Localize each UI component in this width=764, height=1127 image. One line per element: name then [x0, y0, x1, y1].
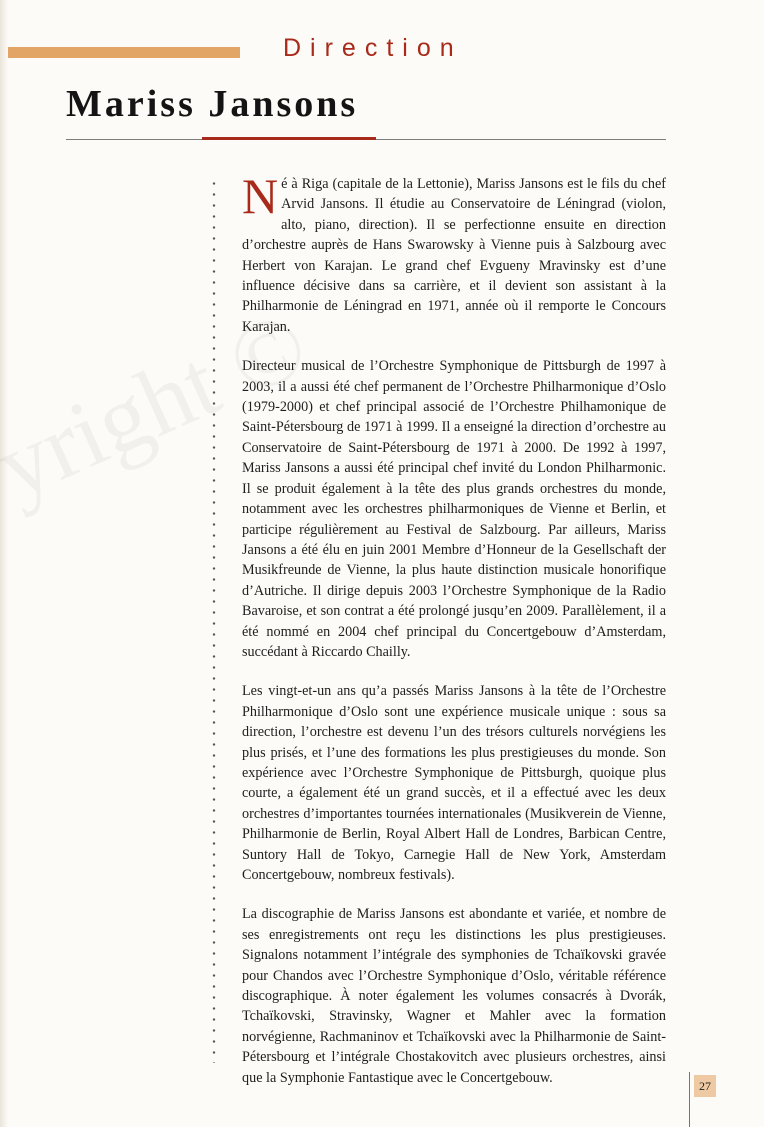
- header-accent-bar: [8, 47, 240, 58]
- page-number: 27: [694, 1075, 716, 1097]
- paragraph-2: Directeur musical de l’Orchestre Symphonique de Pittsburgh de 1997 à 2003, il a aussi été chef permanent de l’Orchestre Philharmonique d’Oslo (1979-2000) et chef principal associé de l’Orchestre Philhamonique de Saint-Pétersbourg de 1971 à 1999. Il a enseigné la direction d’orchestre au Conservatoire de Saint-Pétersbourg de 1971 à 2000. De 1992 à 1997, Mariss Jansons a aussi été principal chef invité du London Philharmonic. Il se produit également à la tête des plus grands orchestres du monde, notamment avec les orchestres philharmoniques de Vienne et Berlin, et participe régulièrement au Festival de Salzbourg. Par ailleurs, Mariss Jansons a été élu en juin 2001 Membre d’Honneur de la Gesellschaft der Musikfreunde de Vienne, la plus haute distinction musicale honorifique d’Autriche. Il dirige depuis 2003 l’Orchestre Symphonique de la Radio Bavaroise, et son contrat a été prolongé jusqu’en 2009. Parallèlement, il a été nommé en 2004 chef principal du Concertgebouw d’Amsterdam, succédant à Riccardo Chailly.: [242, 358, 666, 660]
- paragraph-1: [242, 168, 666, 337]
- page-title: Mariss Jansons: [66, 83, 359, 125]
- paragraph-4: La discographie de Mariss Jansons est abondante et variée, et nombre de ses enregistrements ont reçu les distinctions les plus prestigieuses. Signalons notamment l’intégrale des symphonies de Tchaïkovski gravée pour Chandos avec l’Orchestre Symphonique d’Oslo, véritable référence discographique. À noter également les volumes consacrés à Dvorák, Tchaïkovski, Stravinsky, Wagner et Mahler avec la formation norvégienne, Rachmaninov et Tchaïkovski avec la Philharmonie de Saint-Pétersbourg et l’intégrale Chostakovitch avec plusieurs orchestres, ainsi que la Symphonie Fantastique avec le Concertgebouw.: [242, 906, 666, 1086]
- paragraph-3: Les vingt-et-un ans qu’a passés Mariss Jansons à la tête de l’Orchestre Philharmonique d’Oslo sont une expérience musicale unique : sous sa direction, l’orchestre est devenu l’un des trésors culturels norvégiens les plus prisés, et l’une des formations les plus prestigieuses du monde. Son expérience avec l’Orchestre Symphonique de Pittsburgh, quoique plus courte, a également été un grand succès, et il a effectué avec les deux orchestres d’importantes tournées internationales (Musikverein de Vienne, Philharmonie de Berlin, Royal Albert Hall de Londres, Barbican Centre, Suntory Hall de Tokyo, Carnegie Hall de New York, Amsterdam Concertgebouw, nombreux festivals).: [242, 683, 666, 883]
- page-number-rule: [689, 1072, 690, 1127]
- paragraph-1-text: é à Riga (capitale de la Lettonie), Mariss Jansons est le fils du chef Arvid Jansons. Il étudie au Conservatoire de Léningrad (violon, alto, piano, direction). Il se perfectionne ensuite en direction d’orchestre auprès de Hans Swarowsky à Vienne puis à Salzbourg avec Herbert von Karajan. Le grand chef Evgueny Mravinsky est d’une influence décisive dans sa carrière, et il devient son assistant à la Philharmonie de Léningrad en 1971, année où il remporte le Concours Karajan.: [242, 176, 666, 335]
- article-body: [242, 168, 666, 1107]
- drop-cap: N: [242, 168, 279, 224]
- section-label: Direction: [283, 34, 463, 62]
- page-edge: [0, 0, 8, 1127]
- dotted-margin-rule: [211, 178, 217, 1063]
- title-accent-underline: [202, 137, 376, 140]
